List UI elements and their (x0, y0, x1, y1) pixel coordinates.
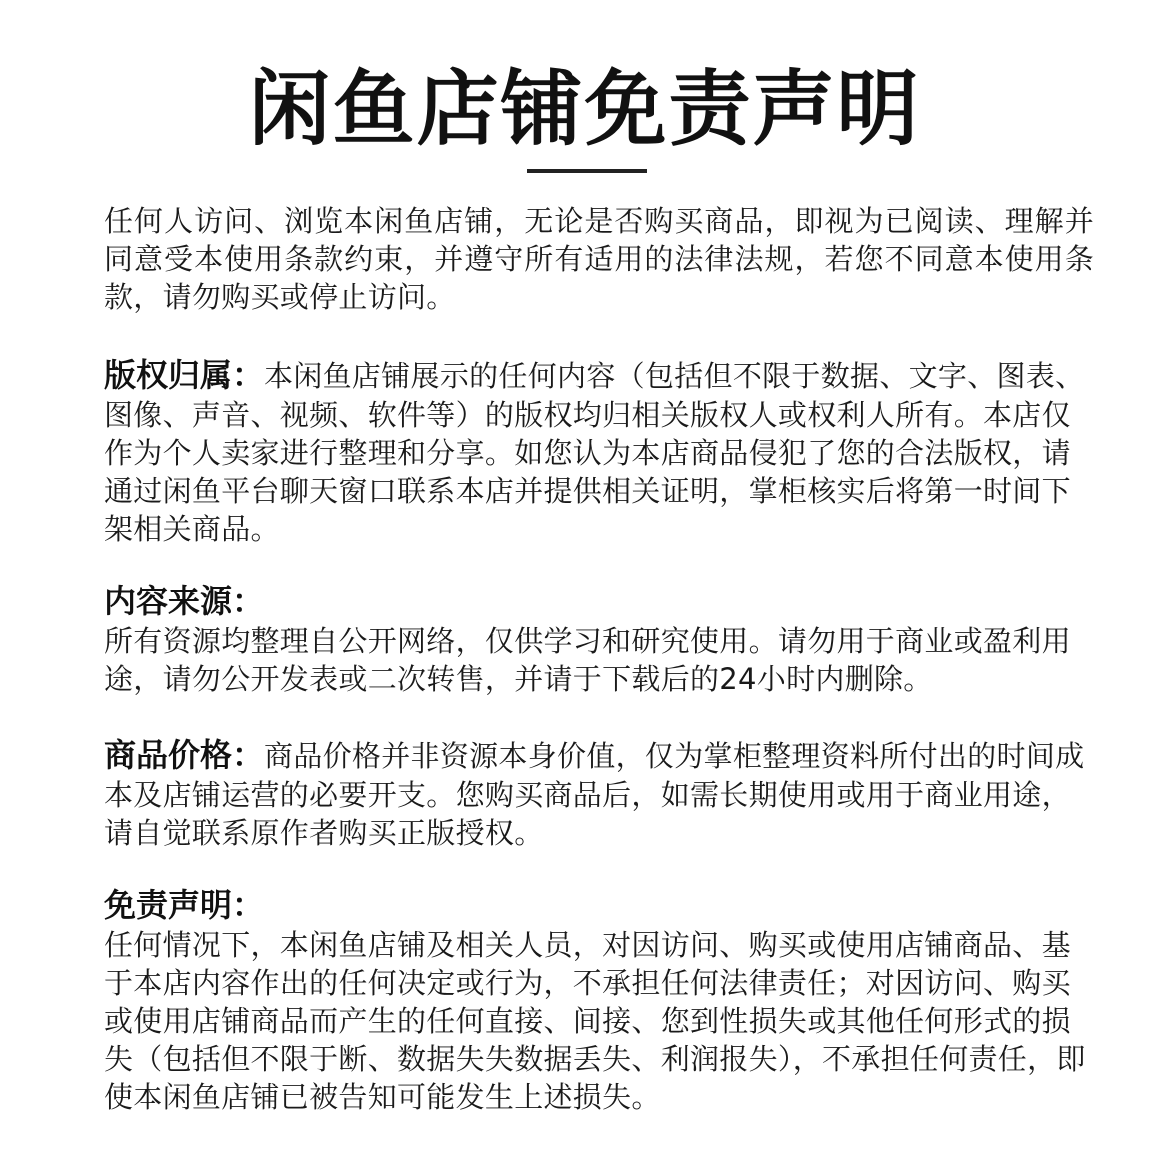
section-disclaimer (104, 884, 1094, 1116)
intro-paragraph: 任何人访问、浏览本闲鱼店铺，无论是否购买商品，即视为已阅读、理解并同意受本使用条款约束，并遵守所有适用的法律法规，若您不同意本使用条款，请勿购买或停止访问。 (104, 204, 1094, 314)
section-content-source (104, 580, 1094, 698)
title-underline (527, 169, 647, 173)
section-copyright (104, 350, 1094, 548)
section-heading-content-source: 内容来源： (104, 582, 265, 620)
section-body-copyright: 本闲鱼店铺展示的任何内容（包括但不限于数据、文字、图表、图像、声音、视频、软件等）的版权均归相关版权人或权利人所有。本店仅作为个人卖家进行整理和分享。如您认为本店商品侵犯了您的合法版权，请通过闲鱼平台聊天窗口联系本店并提供相关证明，掌柜核实后将第一时间下架相关商品。 (104, 359, 1085, 546)
section-body-disclaimer: 任何情况下，本闲鱼店铺及相关人员，对因访问、购买或使用店铺商品、基于本店内容作出的任何决定或行为，不承担任何法律责任；对因访问、购买或使用店铺商品而产生的任何直接、间接、您到性损失或其他任何形式的损失（包括但不限于断、数据失失数据丢失、利润报失），不承担任何责任，即使本闲鱼店铺已被告知可能发生上述损失。 (104, 928, 1086, 1114)
page-title: 闲鱼店铺免责声明 (248, 62, 921, 157)
section-price (104, 730, 1094, 852)
document-body (104, 202, 1094, 1148)
section-heading-price: 商品价格： (104, 736, 265, 774)
section-heading-copyright: 版权归属： (104, 356, 265, 394)
section-heading-disclaimer: 免责声明： (104, 886, 265, 924)
section-body-price: 商品价格并非资源本身价值，仅为掌柜整理资料所付出的时间成本及店铺运营的必要开支。您购买商品后，如需长期使用或用于商业用途，请自觉联系原作者购买正版授权。 (104, 739, 1085, 850)
section-body-content-source: 所有资源均整理自公开网络，仅供学习和研究使用。请勿用于商业或盈利用途，请勿公开发表或二次转售，并请于下载后的24小时内删除。 (104, 624, 1071, 696)
